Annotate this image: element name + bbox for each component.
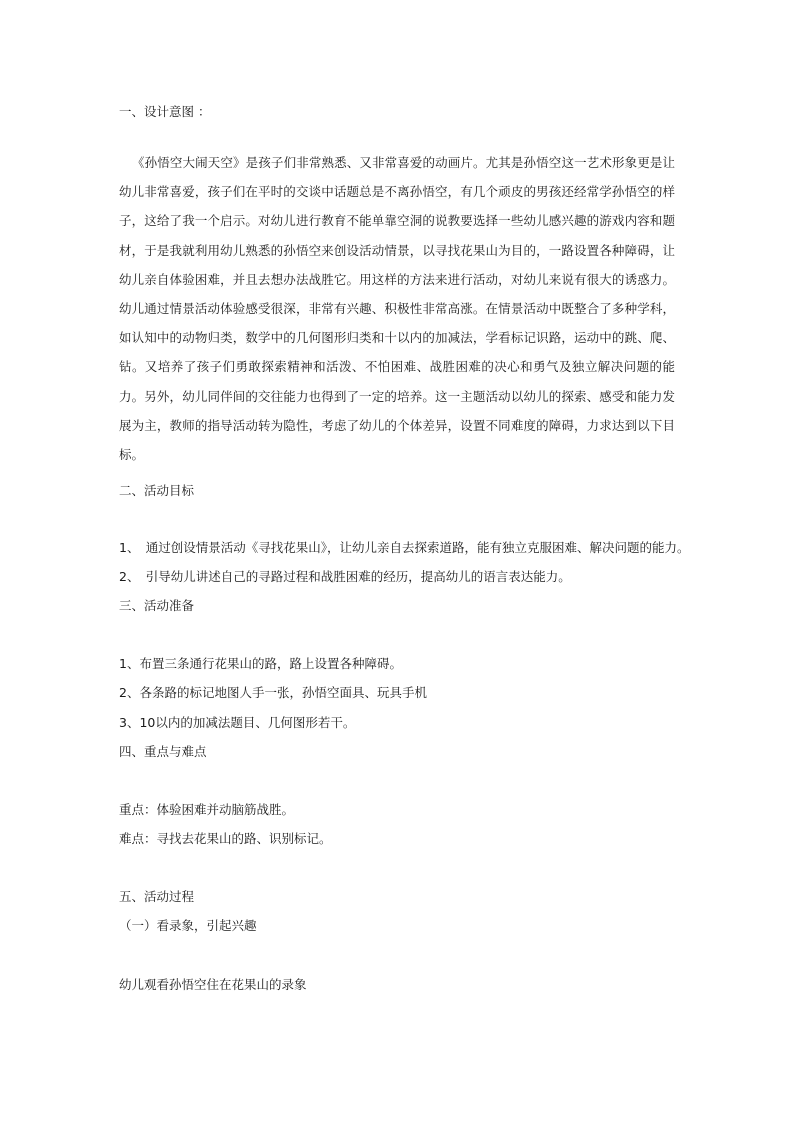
preparation-item-1: 1、布置三条通行花果山的路，路上设置各种障碍。 <box>119 656 402 671</box>
section-heading-activity-goals: 二、活动目标 <box>119 483 195 498</box>
process-step-1-heading: （一）看录象，引起兴趣 <box>119 918 257 933</box>
goal-item-2: 2、 引导幼儿讲述自己的寻路过程和战胜困难的经历，提高幼儿的语言表达能力。 <box>119 569 571 584</box>
section-heading-activity-process: 五、活动过程 <box>119 889 195 904</box>
section-heading-preparation: 三、活动准备 <box>119 598 195 613</box>
key-point-text: 重点：体验困难并动脑筋战胜。 <box>119 802 295 817</box>
preparation-item-2: 2、各条路的标记地图人手一张，孙悟空面具、玩具手机 <box>119 685 427 700</box>
design-intent-paragraph: 《孙悟空大闹天空》是孩子们非常熟悉、又非常喜爱的动画片。尤其是孙悟空这一艺术形象更是让幼儿非常喜爱，孩子们在平时的交谈中话题总是不离孙悟空，有几个顽皮的男孩还经常学孙悟空的样子，这给了我一个启示。对幼儿进行教育不能单靠空洞的说教要选择一些幼儿感兴趣的游戏内容和题材，于是我就利用幼儿熟悉的孙悟空来创设活动情景，以寻找花果山为目的，一路设置各种障碍，让幼儿亲自体验困难，并且去想办法战胜它。用这样的方法来进行活动，对幼儿来说有很大的诱惑力。幼儿通过情景活动体验感受很深，非常有兴趣、积极性非常高涨。在情景活动中既整合了多种学科，如认知中的动物归类，数学中的几何图形归类和十以内的加减法，学看标记识路，运动中的跳、爬、钻。又培养了孩子们勇敢探索精神和活泼、不怕困难、战胜困难的决心和勇气及独立解决问题的能力。另外，幼儿同伴间的交往能力也得到了一定的培养。这一主题活动以幼儿的探索、感受和能力发展为主，教师的指导活动转为隐性，考虑了幼儿的个体差异，设置不同难度的障碍，力求达到以下目标。 <box>119 155 675 463</box>
section-heading-key-points: 四、重点与难点 <box>119 744 207 759</box>
difficulty-text: 难点：寻找去花果山的路、识别标记。 <box>119 831 332 846</box>
goal-item-1: 1、 通过创设情景活动《寻找花果山》，让幼儿亲自去探索道路，能有独立克服困难、解决问题的能力。 <box>119 540 690 555</box>
section-heading-design-intent: 一、设计意图 ： <box>119 104 211 119</box>
preparation-item-3: 3、10以内的加减法题目、几何图形若干。 <box>119 715 356 730</box>
process-step-1-text: 幼儿观看孙悟空住在花果山的录象 <box>119 977 307 992</box>
